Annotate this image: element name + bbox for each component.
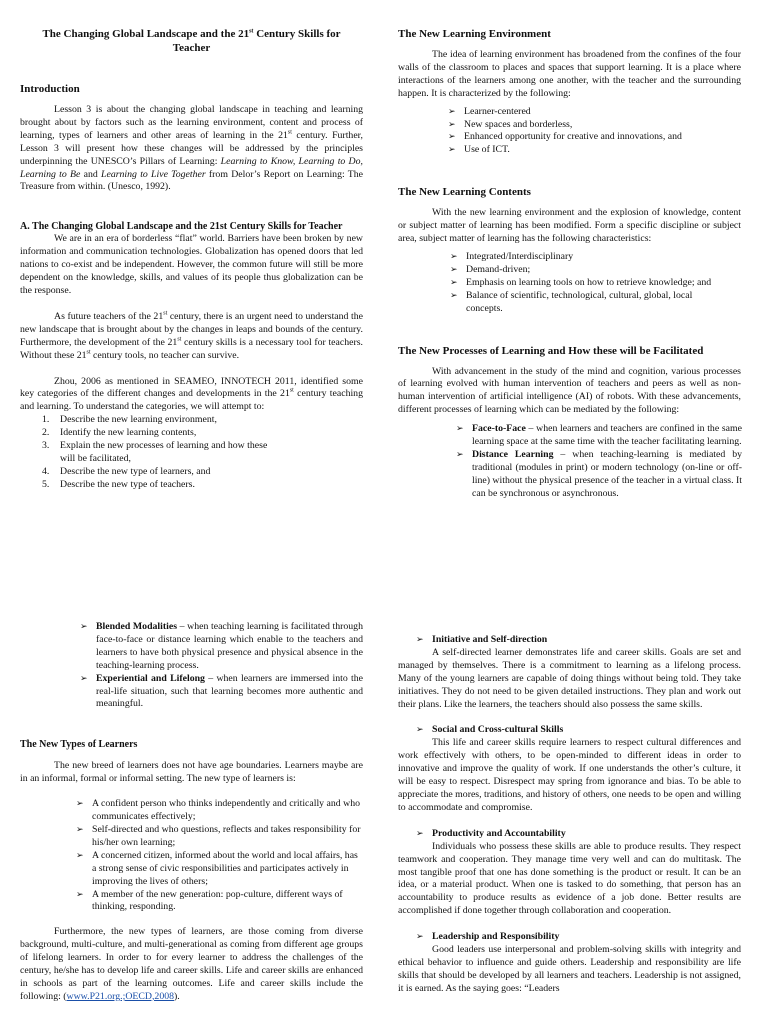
list-item: ➢ A member of the new generation: pop-culture, different ways of thinking, responding. [76,889,363,915]
section-a-heading: A. The Changing Global Landscape and the 21st Century Skills for Teacher [20,221,343,233]
list-item: 2. Identify the new learning contents, [42,427,197,439]
list-item: ➢ Demand-driven; [450,264,730,277]
list-item: ➢ A confident person who thinks independently and critically and who communicates effectively; [76,798,363,824]
skill-leadership [398,931,741,996]
environment-heading: The New Learning Environment [398,28,551,40]
list-item: ➢ Learner-centered [448,106,741,119]
environment-list [448,106,741,158]
process-list [456,423,742,500]
skill-title: Social and Cross-cultural Skills [432,724,564,736]
left-column-bottom [20,621,363,1004]
intro-paragraph: Lesson 3 is about the changing global landscape in teaching and learning brought about by factors such as the learning environment, content and process of learning, types of learners and other areas of learning in the 21st century. Further, Lesson 3 will present how these changes will be addressed by the principles underpinning the UNESCO’s Pillars of Learning: Learning to Know, Learning to Do, Learning to Be and Learning to Live Together from Delor’s Report on Learning: The Treasure from within. (Unesco, 1992). [20,104,363,193]
process-paragraph: With advancement in the study of the mind and cognition, various processes of learning evolved with human intervention of teachers and peers as well as non-human intervention of artificial intelligence (AI) of robots. With these advancements, different processes of learning which can be mediated by the following: [398,365,741,416]
learners-heading: The New Types of Learners [20,739,138,751]
skill-text: A self-directed learner demonstrates life and career skills. Goals are set and managed by themselves. There is a commitment to learning as a lifelong process. Many of the young learners are capable of doing things without being told. They take initiatives. They do not need to be given detailed instructions. They plan and work out their plans. Like the learners, the teachers should also possess the same skills. [398,646,741,710]
left-column-top [20,27,363,492]
list-item: ➢ New spaces and borderless, [448,119,741,132]
learners-list [76,798,363,914]
environment-paragraph: The idea of learning environment has broadened from the confines of the four walls of the classroom to places and spaces that support learning. It is a place where interactions of the learners among one another, with the teacher and the surrounding happen. It is characterized by the following: [398,49,741,99]
list-item: ➢ Blended Modalities – when teaching learning is facilitated through face-to-face or distance learning which enable to the teachers and learners to have both physical presence and physical absence in the teaching-learning process. [80,621,363,673]
process-heading: The New Processes of Learning and How these will be Facilitated [398,344,704,357]
p21-link[interactable]: www.P21.org.;OECD,2008 [66,990,175,1002]
skill-social [398,724,741,814]
right-column-bottom [398,634,741,1024]
section-a-list [42,414,282,491]
section-a-paragraph-3: Zhou, 2006 as mentioned in SEAMEO, INNOTECH 2011, identified some key categories of the different changes and developments in the 21st century teaching and learning. To understand the categories, we will attempt to: [20,375,363,413]
learners-paragraph: The new breed of learners does not have age boundaries. Learners maybe are in an informal, formal or informal setting. The new type of learners is: [20,760,363,785]
list-item: ➢ Balance of scientific, technological, cultural, global, local concepts. [450,290,730,316]
document-title: The Changing Global Landscape and the 21st Century Skills for Teacher [42,28,341,54]
contents-heading: The New Learning Contents [398,186,531,199]
skill-title: Productivity and Accountability [432,827,566,839]
learners-paragraph-2: Furthermore, the new types of learners, are those coming from diverse background, multi-culture, and multi-generational as coming from different age groups of lifelong learners. In order to for every learner to address the challenges of the century, he/she has to develop life and career skills. Life and career skills are enhanced in schools as part of the learning outcomes. Life and career skills include the following: (www.P21.org.;OECD,2008). [20,926,363,1002]
list-item: ➢ Experiential and Lifelong – when learners are immersed into the real-life situation, such that learning becomes more authentic and meaningful. [80,673,363,712]
list-item: 3. Explain the new processes of learning and how these will be facilitated, [42,440,268,464]
section-a-paragraph-1: We are in an era of borderless “flat” world. Barriers have been broken by new information and communication technologies. Globalization has opened doors that led nations to co-exist and be independent. However, the common future will still be more dependent on the knowledge, skills, and values of its people thus globalization can be the response. [20,233,363,296]
contents-paragraph: With the new learning environment and the explosion of knowledge, content or subject matter of learning has been modified. Form a specific discipline or subject area, subject matter of learning has the following characteristics: [398,207,741,245]
list-item: 1. Describe the new learning environment, [42,414,217,426]
intro-heading: Introduction [20,83,80,95]
list-item: ➢ Enhanced opportunity for creative and innovations, and [448,131,741,144]
list-item: ➢ Self-directed and who questions, reflects and takes responsibility for his/her own learning; [76,824,363,850]
list-item: ➢ A concerned citizen, informed about the world and local affairs, has a strong sense of civic responsibilities and participates actively in improving the lives of others; [76,850,363,889]
skill-title: Initiative and Self-direction [432,634,548,645]
list-item: ➢ Face-to-Face – when learners and teachers are confined in the same learning space at the same time with the teacher facilitating learning. [456,423,742,449]
process-list-continued [80,621,363,711]
contents-list [450,251,730,316]
list-item: 4. Describe the new type of learners, and [42,465,211,477]
list-item: 5. Describe the new type of teachers. [42,478,195,490]
skill-text: Good leaders use interpersonal and problem-solving skills with integrity and ethical behavior to influence and guide others. Leadership and responsibility are life skills that should be developed by all learners and teachers. Leadership is not assigned, it is earned. As the saying goes: “Leaders [398,944,741,994]
list-item: ➢ Integrated/Interdisciplinary [450,251,730,264]
list-item: ➢ Emphasis on learning tools on how to retrieve knowledge; and [450,277,730,290]
right-column-top [398,27,741,501]
skill-text: Individuals who possess these skills are able to produce results. They respect teamwork and cooperation. They manage time very well and can do multitask. The most tangible proof that one has done something is the product or result. It can be an idea, or a material product. When one is tasked to do something, that person has an accountability to produce results as evidence of a job done. Better results are accomplished if done together through collaboration and cooperation. [398,840,741,917]
skill-text: This life and career skills require learners to respect cultural differences and work effectively with others, to be open-minded to different ideas in order to innovative and improve the quality of work. If one understands the other’s culture, it will be easy to respect. Disrespect may spring from ignorance and bias. To be able to appreciate the mores, traditions, and history of others, one needs to be open and willing to accommodate and compromise. [398,737,741,813]
list-item: ➢ Distance Learning – when teaching-learning is mediated by traditional (modules in print) or modern technology (on-line or off-line) without the physical presence of the teacher in a virtual class. It can be synchronous or asynchronous. [456,449,742,501]
section-a-paragraph-2: As future teachers of the 21st century, there is an urgent need to understand the new landscape that is brought about by the changes in leaps and bounds of the century. Furthermore, the development of the 21st century skills is a necessary tool for teachers. Without these 21st century tools, no teacher can survive. [20,310,363,361]
skill-title: Leadership and Responsibility [432,931,560,943]
list-item: ➢ Use of ICT. [448,144,741,157]
skill-initiative [398,634,741,711]
skill-productivity [398,828,741,918]
